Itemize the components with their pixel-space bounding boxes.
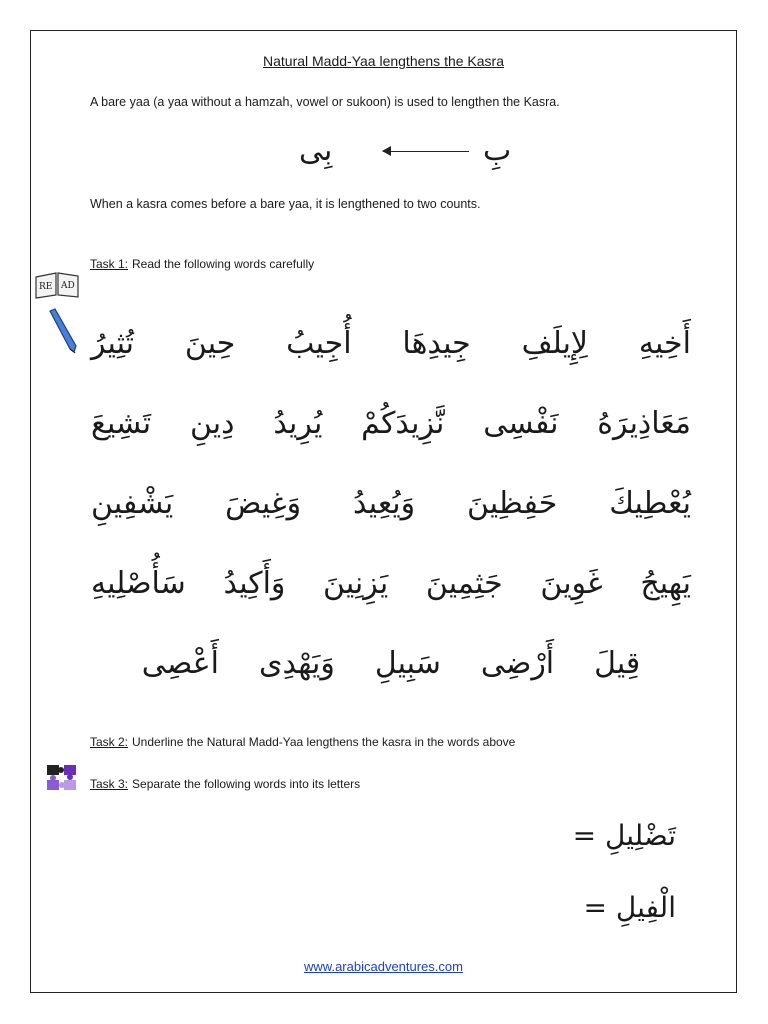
task3-label: Task 3: xyxy=(90,777,129,791)
demo-lengthened: بِى xyxy=(299,133,333,168)
task2-label: Task 2: xyxy=(90,735,129,749)
demo-base: بِ xyxy=(483,133,512,168)
word: يَشْفِينِ xyxy=(91,485,174,521)
word: يُعْطِيكَ xyxy=(609,485,691,521)
intro-text: A bare yaa (a yaa without a hamzah, vowel or sukoon) is used to lengthen the Kasra. xyxy=(90,95,560,109)
task1-text: Read the following words carefully xyxy=(132,257,315,271)
word: أُجِيبُ xyxy=(286,325,352,361)
demo-illustration xyxy=(31,131,736,171)
word: مَعَاذِيرَهُ xyxy=(597,405,691,441)
word: أَرْضِى xyxy=(480,645,555,681)
word: نَّزِيدَكُمْ xyxy=(361,405,445,441)
footer-link[interactable]: www.arabicadventures.com xyxy=(304,959,463,974)
task1 xyxy=(90,257,314,271)
separate-word-1: تَضْلِيلِ = xyxy=(572,819,676,852)
word: نَفْسِى xyxy=(483,405,559,441)
word: قِيلَ xyxy=(594,645,641,681)
task2-text: Underline the Natural Madd-Yaa lengthens the kasra in the words above xyxy=(132,735,516,749)
word-row-2 xyxy=(91,383,691,463)
word: يُرِيدُ xyxy=(273,405,323,441)
page-title: Natural Madd-Yaa lengthens the Kasra xyxy=(263,53,504,69)
word: وَيُعِيدُ xyxy=(353,485,416,521)
arrow-left-icon xyxy=(383,151,469,152)
task3 xyxy=(90,777,360,791)
word: حِينَ xyxy=(184,325,236,361)
word: يَهِيجُ xyxy=(640,565,691,601)
word: حَفِظِينَ xyxy=(467,485,558,521)
word-row-4 xyxy=(91,543,691,623)
separate-word-2: الْفِيلِ = xyxy=(583,891,676,924)
word-row-3 xyxy=(91,463,691,543)
word: دِينِ xyxy=(189,405,235,441)
word: تَشِيعَ xyxy=(91,405,152,441)
puzzle-icon xyxy=(45,763,81,795)
word-row-1 xyxy=(91,303,691,383)
task2 xyxy=(90,735,515,749)
word: وَيَهْدِى xyxy=(258,645,335,681)
word: سَأُصْلِيهِ xyxy=(91,565,186,601)
word: أَخِيهِ xyxy=(638,325,691,361)
word: يَزِنِينَ xyxy=(323,565,389,601)
word: غَوِينَ xyxy=(540,565,603,601)
word-row-5 xyxy=(91,623,691,703)
word: وَغِيضَ xyxy=(225,485,302,521)
word: جِيدِهَا xyxy=(402,325,471,361)
task3-text: Separate the following words into its letters xyxy=(132,777,361,791)
word: وَأَكِيدُ xyxy=(223,565,286,601)
word: أَعْصِى xyxy=(141,645,219,681)
pen-icon xyxy=(46,308,80,354)
word: جَثِمِينَ xyxy=(425,565,503,601)
word: سَبِيلِ xyxy=(374,645,441,681)
word: لِإِيلَفِ xyxy=(521,325,589,361)
word: تُثِيرُ xyxy=(91,325,135,361)
svg-text:RE: RE xyxy=(39,282,53,292)
task1-label: Task 1: xyxy=(90,257,129,271)
word-grid xyxy=(91,303,691,703)
svg-text:AD: AD xyxy=(61,281,75,291)
rule-text: When a kasra comes before a bare yaa, it is lengthened to two counts. xyxy=(90,197,481,211)
read-book-icon xyxy=(34,271,80,299)
worksheet-page xyxy=(30,30,737,993)
